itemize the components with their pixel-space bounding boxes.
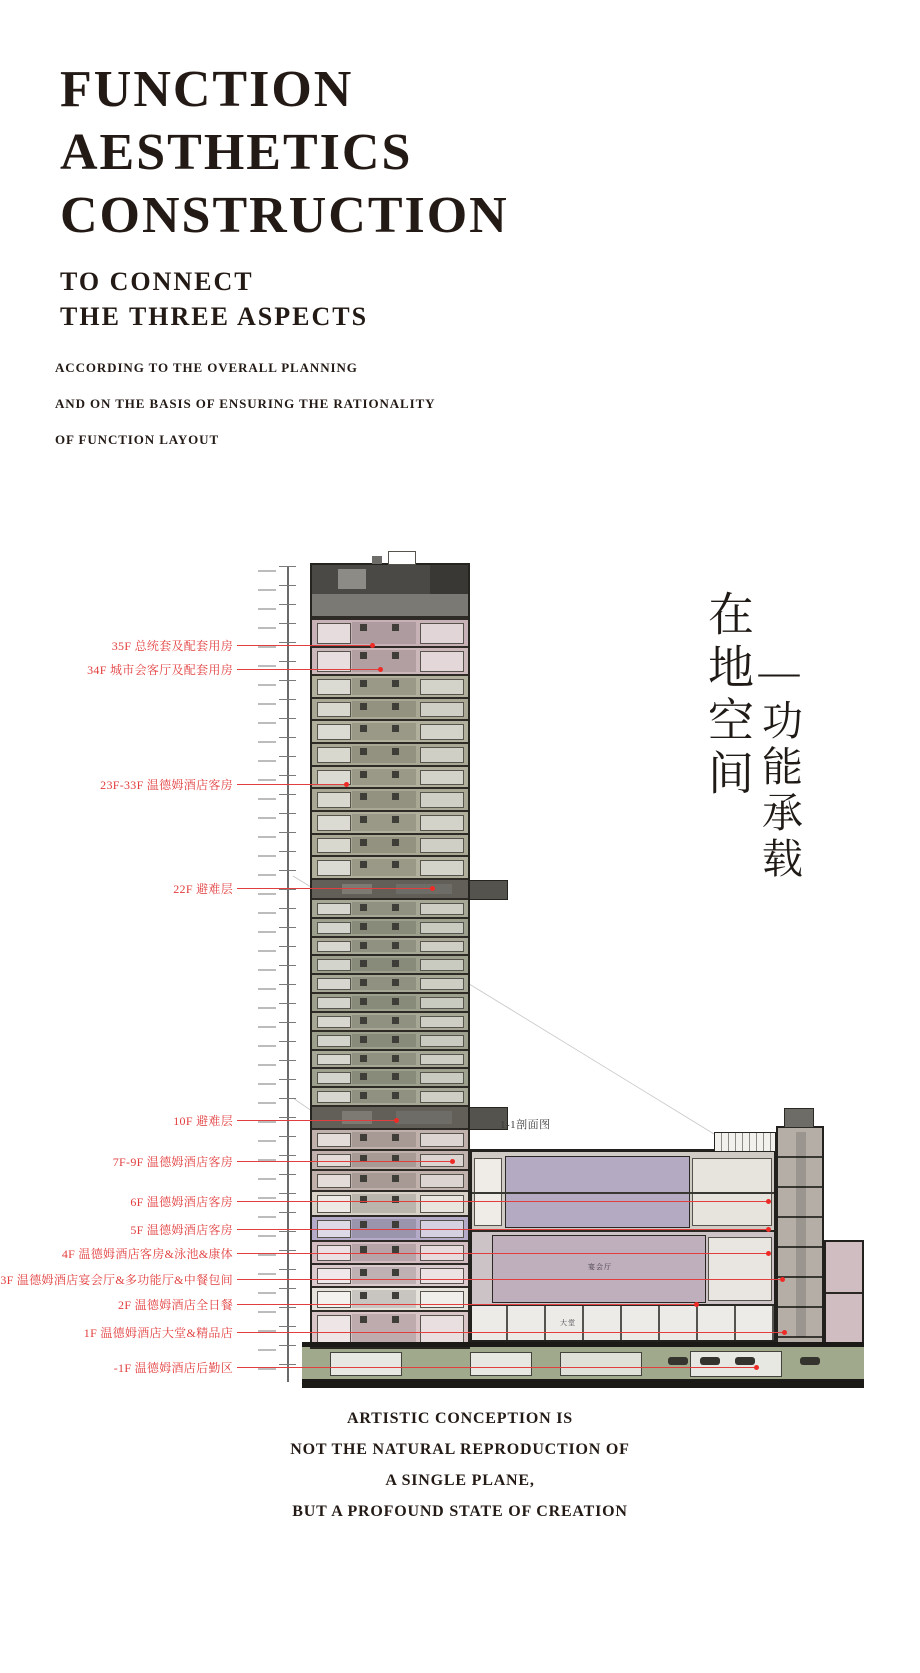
floor-room-right <box>420 959 464 971</box>
lift-shaft <box>360 748 367 755</box>
floor-core <box>352 1153 416 1168</box>
floor-room-right <box>420 623 464 644</box>
floor-core <box>352 701 416 718</box>
annex-roof-equipment <box>784 1108 814 1128</box>
tower-floor <box>312 618 468 646</box>
subtitle-line-2: THE THREE ASPECTS <box>60 302 369 331</box>
lift-shaft <box>392 1055 399 1062</box>
floor-core <box>352 1314 416 1343</box>
ground-slab <box>302 1342 864 1347</box>
lift-shaft <box>392 1221 399 1228</box>
lift-shaft <box>360 979 367 986</box>
floor-core <box>352 1090 416 1103</box>
floor-leader-line <box>237 1120 396 1121</box>
section-caption: 1-1剖面图 <box>500 1119 551 1131</box>
floor-label-text: 10F 避难层 <box>173 1113 233 1128</box>
floor-label-row <box>0 1152 233 1170</box>
lift-shaft <box>360 960 367 967</box>
floor-label-row <box>0 1358 233 1376</box>
intro-line-2: AND ON THE BASIS OF ENSURING THE RATIONALITY <box>55 396 436 411</box>
lift-shaft <box>360 942 367 949</box>
lift-shaft <box>360 793 367 800</box>
tower-floor <box>312 1011 468 1030</box>
floor-leader-line <box>237 1253 768 1254</box>
floor-room-right <box>420 1291 464 1308</box>
floor-room-right <box>420 1072 464 1084</box>
floor-room-left <box>317 1195 351 1213</box>
tower-floor <box>312 1286 468 1310</box>
floor-core <box>352 837 416 854</box>
floor-room-right <box>420 941 464 953</box>
floor-room-right <box>420 1091 464 1103</box>
lift-shaft <box>392 942 399 949</box>
floor-core <box>352 1034 416 1047</box>
lift-shaft <box>392 1073 399 1080</box>
podium-outline <box>470 1149 776 1342</box>
lift-shaft <box>360 1055 367 1062</box>
far-right-wing <box>824 1240 864 1345</box>
floor-label-row <box>0 775 233 793</box>
parked-car <box>735 1357 755 1365</box>
floor-core <box>352 678 416 695</box>
right-annex-tower <box>776 1126 824 1345</box>
roof-panel <box>338 569 366 589</box>
floor-core <box>352 958 416 971</box>
floor-room-right <box>420 679 464 695</box>
floor-core <box>352 814 416 831</box>
floor-core <box>352 859 416 876</box>
tower-floor <box>312 992 468 1011</box>
wing-floor-line <box>826 1292 862 1294</box>
lift-shaft <box>392 793 399 800</box>
floor-leader-dot <box>450 1159 455 1164</box>
tower-floor <box>312 917 468 936</box>
parked-car <box>800 1357 820 1365</box>
floor-leader-line <box>237 645 372 646</box>
floor-core <box>352 996 416 1009</box>
tower-floor <box>312 1190 468 1215</box>
floor-leader-line <box>237 784 346 785</box>
floor-room-right <box>420 770 464 786</box>
floor-room-right <box>420 1174 464 1188</box>
tower-floor <box>312 973 468 992</box>
floor-leader-line <box>237 1279 782 1280</box>
floor-label-text: 35F 总统套及配套用房 <box>111 638 233 653</box>
floor-core <box>352 791 416 808</box>
floor-core <box>352 1053 416 1066</box>
floor-leader-dot <box>766 1227 771 1232</box>
lift-shaft <box>360 1017 367 1024</box>
floor-label-row <box>0 1220 233 1238</box>
floor-room-right <box>420 724 464 740</box>
tower-floor <box>312 855 468 878</box>
floor-label-text: 23F-33F 温德姆酒店客房 <box>100 777 233 792</box>
floor-core <box>352 921 416 934</box>
tower-refuge-floor <box>312 1105 468 1128</box>
floor-leader-dot <box>394 1118 399 1123</box>
floor-room-right <box>420 747 464 763</box>
tower-floor <box>312 697 468 720</box>
floor-room-right <box>420 702 464 718</box>
lift-shaft <box>392 1134 399 1141</box>
lift-shaft <box>360 861 367 868</box>
floor-leader-line <box>237 669 380 670</box>
floor-room-left <box>317 747 351 763</box>
lift-shaft <box>392 923 399 930</box>
dimension-level-marks <box>258 570 276 1380</box>
lift-shaft <box>392 1092 399 1099</box>
lift-shaft <box>360 1175 367 1182</box>
floor-room-left <box>317 1054 351 1066</box>
floor-room-right <box>420 1195 464 1213</box>
tower-floor <box>312 936 468 955</box>
footer-line-2: NOT THE NATURAL REPRODUCTION OF <box>290 1441 630 1458</box>
tower-floor <box>312 1169 468 1190</box>
floor-leader-dot <box>780 1277 785 1282</box>
floor-label-text: 7F-9F 温德姆酒店客房 <box>112 1154 233 1169</box>
floor-room-left <box>317 724 351 740</box>
tower-floor <box>312 1215 468 1240</box>
floor-room-left <box>317 997 351 1009</box>
tower-floor <box>312 1049 468 1068</box>
floor-core <box>352 1015 416 1028</box>
floor-room-right <box>420 903 464 915</box>
floor-label-row <box>0 660 233 678</box>
floor-room-left <box>317 1133 351 1147</box>
lift-shaft <box>360 923 367 930</box>
footer-line-1: ARTISTIC CONCEPTION IS <box>347 1410 573 1427</box>
tower-floor <box>312 1310 468 1345</box>
lift-shaft <box>360 816 367 823</box>
lift-shaft <box>392 624 399 631</box>
floor-room-left <box>317 838 351 854</box>
intro-line-1: ACCORDING TO THE OVERALL PLANNING <box>55 360 358 375</box>
roof-label-box <box>388 551 416 565</box>
floor-room-left <box>317 792 351 808</box>
floor-label-text: 22F 避难层 <box>173 881 233 896</box>
floor-room-left <box>317 959 351 971</box>
floor-leader-dot <box>754 1365 759 1370</box>
lift-shaft <box>392 839 399 846</box>
lift-shaft <box>360 1316 367 1323</box>
floor-room-left <box>317 1174 351 1188</box>
refuge-panel <box>342 1111 372 1124</box>
floor-label-row <box>0 1192 233 1210</box>
floor-leader-dot <box>694 1302 699 1307</box>
floor-label-row <box>0 1111 233 1129</box>
lift-shaft <box>360 703 367 710</box>
floor-leader-line <box>237 1201 768 1202</box>
floor-core <box>352 746 416 763</box>
floor-core <box>352 1194 416 1213</box>
floor-leader-line <box>237 1367 756 1368</box>
tower-floor <box>312 810 468 833</box>
tower-floor <box>312 742 468 765</box>
floor-label-text: 5F 温德姆酒店客房 <box>130 1222 233 1237</box>
lift-shaft <box>360 1246 367 1253</box>
lift-shaft <box>392 1017 399 1024</box>
title-line-3: CONSTRUCTION <box>60 187 509 244</box>
floor-label-text: 6F 温德姆酒店客房 <box>130 1194 233 1209</box>
lift-shaft <box>360 1073 367 1080</box>
lift-shaft <box>392 703 399 710</box>
floor-label-text: 1F 温德姆酒店大堂&精品店 <box>83 1325 233 1340</box>
floor-room-left <box>317 702 351 718</box>
title-line-2: AESTHETICS <box>60 124 413 181</box>
floor-label-text: 4F 温德姆酒店客房&泳池&康体 <box>61 1246 233 1261</box>
floor-core <box>352 1173 416 1188</box>
vertical-caption-secondary: —功能承载 <box>756 648 802 883</box>
tower-floor <box>312 1086 468 1105</box>
floor-core <box>352 1267 416 1284</box>
floor-leader-dot <box>766 1251 771 1256</box>
lift-shaft <box>360 652 367 659</box>
floor-room-right <box>420 838 464 854</box>
lift-shaft <box>360 725 367 732</box>
refuge-panel <box>342 884 372 894</box>
lift-shaft <box>392 904 399 911</box>
floor-room-left <box>317 1291 351 1308</box>
lift-shaft <box>360 998 367 1005</box>
lift-shaft <box>392 960 399 967</box>
tower-floor <box>312 1128 468 1149</box>
lift-shaft <box>360 904 367 911</box>
lift-shaft <box>360 1036 367 1043</box>
lift-shaft <box>392 771 399 778</box>
floor-room-left <box>317 1268 351 1284</box>
refuge-extension-22f <box>468 880 508 900</box>
annex-core <box>796 1132 806 1337</box>
lift-shaft <box>360 1269 367 1276</box>
floor-room-right <box>420 1133 464 1147</box>
floor-core <box>352 902 416 915</box>
floor-room-left <box>317 903 351 915</box>
floor-room-right <box>420 860 464 876</box>
lift-shaft <box>360 1221 367 1228</box>
lift-shaft <box>392 1316 399 1323</box>
floor-room-right <box>420 1016 464 1028</box>
floor-room-right <box>420 1315 464 1343</box>
floor-room-left <box>317 1091 351 1103</box>
refuge-panel <box>396 1111 452 1124</box>
floor-core <box>352 1071 416 1084</box>
parked-car <box>700 1357 720 1365</box>
lift-shaft <box>360 771 367 778</box>
floor-leader-dot <box>766 1199 771 1204</box>
lift-shaft <box>360 1092 367 1099</box>
floor-leader-dot <box>782 1330 787 1335</box>
floor-core <box>352 1132 416 1147</box>
floor-label-row <box>0 1244 233 1262</box>
lift-shaft <box>360 1134 367 1141</box>
roof-mechanical <box>312 594 468 618</box>
roof-equipment-dark <box>430 565 468 594</box>
floor-room-right <box>420 815 464 831</box>
floor-core <box>352 977 416 990</box>
floor-core <box>352 1290 416 1308</box>
footer-line-3: A SINGLE PLANE, <box>385 1472 535 1489</box>
lobby-label: 大堂 <box>560 1319 576 1327</box>
floor-room-right <box>420 651 464 672</box>
dimension-ticks <box>279 566 296 1382</box>
lift-shaft <box>392 680 399 687</box>
floor-room-right <box>420 978 464 990</box>
footer-line-4: BUT A PROFOUND STATE OF CREATION <box>292 1503 628 1520</box>
floor-room-right <box>420 922 464 934</box>
floor-room-right <box>420 792 464 808</box>
lift-shaft <box>392 1246 399 1253</box>
floor-leader-dot <box>344 782 349 787</box>
floor-label-row <box>0 636 233 654</box>
floor-label-text: 3F 温德姆酒店宴会厅&多功能厅&中餐包间 <box>0 1272 233 1287</box>
lift-shaft <box>392 1036 399 1043</box>
floor-core <box>352 622 416 644</box>
roof-antenna <box>372 556 382 564</box>
tower-floor <box>312 1030 468 1049</box>
floor-room-left <box>317 941 351 953</box>
floor-leader-line <box>237 888 432 889</box>
lift-shaft <box>392 1269 399 1276</box>
floor-room-left <box>317 679 351 695</box>
floor-room-left <box>317 922 351 934</box>
floor-leader-dot <box>378 667 383 672</box>
floor-leader-line <box>237 1161 452 1162</box>
floor-room-left <box>317 1315 351 1343</box>
floor-room-left <box>317 860 351 876</box>
lift-shaft <box>392 861 399 868</box>
intro-line-3: OF FUNCTION LAYOUT <box>55 432 220 447</box>
title-line-1: FUNCTION <box>60 61 354 118</box>
basement-room <box>470 1352 532 1376</box>
floor-leader-line <box>237 1332 784 1333</box>
floor-leader-dot <box>370 643 375 648</box>
floor-label-row <box>0 879 233 897</box>
tower-section <box>310 563 470 1349</box>
floor-room-left <box>317 815 351 831</box>
floor-label-row <box>0 1323 233 1341</box>
lift-shaft <box>392 998 399 1005</box>
parked-car <box>668 1357 688 1365</box>
floor-room-right <box>420 997 464 1009</box>
rooftop-stair-box <box>714 1132 776 1152</box>
vertical-caption-primary: 在地空间 <box>702 590 753 802</box>
lift-shaft <box>360 624 367 631</box>
tower-floor <box>312 787 468 810</box>
basement-room <box>560 1352 642 1376</box>
tower-floor <box>312 719 468 742</box>
tower-floor <box>312 1067 468 1086</box>
floor-room-left <box>317 978 351 990</box>
basement-room <box>330 1352 402 1376</box>
lift-shaft <box>360 1292 367 1299</box>
floor-room-left <box>317 1016 351 1028</box>
floor-room-right <box>420 1054 464 1066</box>
lift-shaft <box>392 816 399 823</box>
floor-room-right <box>420 1268 464 1284</box>
floor-label-row <box>0 1270 233 1288</box>
tower-floor <box>312 674 468 697</box>
subtitle-line-1: TO CONNECT <box>60 267 254 296</box>
floor-label-text: 34F 城市会客厅及配套用房 <box>87 662 233 677</box>
floor-core <box>352 769 416 786</box>
tower-floor <box>312 1240 468 1263</box>
floor-label-text: 2F 温德姆酒店全日餐 <box>118 1297 233 1312</box>
tower-floor <box>312 954 468 973</box>
floor-room-left <box>317 1072 351 1084</box>
floor-label-text: -1F 温德姆酒店后勤区 <box>113 1360 233 1375</box>
lift-shaft <box>392 748 399 755</box>
base-slab <box>302 1379 864 1388</box>
banquet-hall-label: 宴会厅 <box>588 1263 612 1271</box>
lift-shaft <box>392 725 399 732</box>
tower-floor <box>312 898 468 917</box>
floor-room-left <box>317 1035 351 1047</box>
floor-core <box>352 940 416 953</box>
floor-core <box>352 723 416 740</box>
floor-leader-line <box>237 1229 768 1230</box>
lift-shaft <box>392 1292 399 1299</box>
refuge-panel <box>396 884 452 894</box>
floor-room-right <box>420 1035 464 1047</box>
floor-label-row <box>0 1295 233 1313</box>
lift-shaft <box>360 680 367 687</box>
tower-floor <box>312 1149 468 1170</box>
lift-shaft <box>360 839 367 846</box>
lift-shaft <box>392 652 399 659</box>
tower-floor <box>312 1263 468 1286</box>
lift-shaft <box>392 979 399 986</box>
floor-leader-dot <box>430 886 435 891</box>
floor-leader-line <box>237 1304 696 1305</box>
floor-room-left <box>317 623 351 644</box>
lift-shaft <box>392 1175 399 1182</box>
tower-floor <box>312 833 468 856</box>
basement-band <box>302 1347 864 1379</box>
